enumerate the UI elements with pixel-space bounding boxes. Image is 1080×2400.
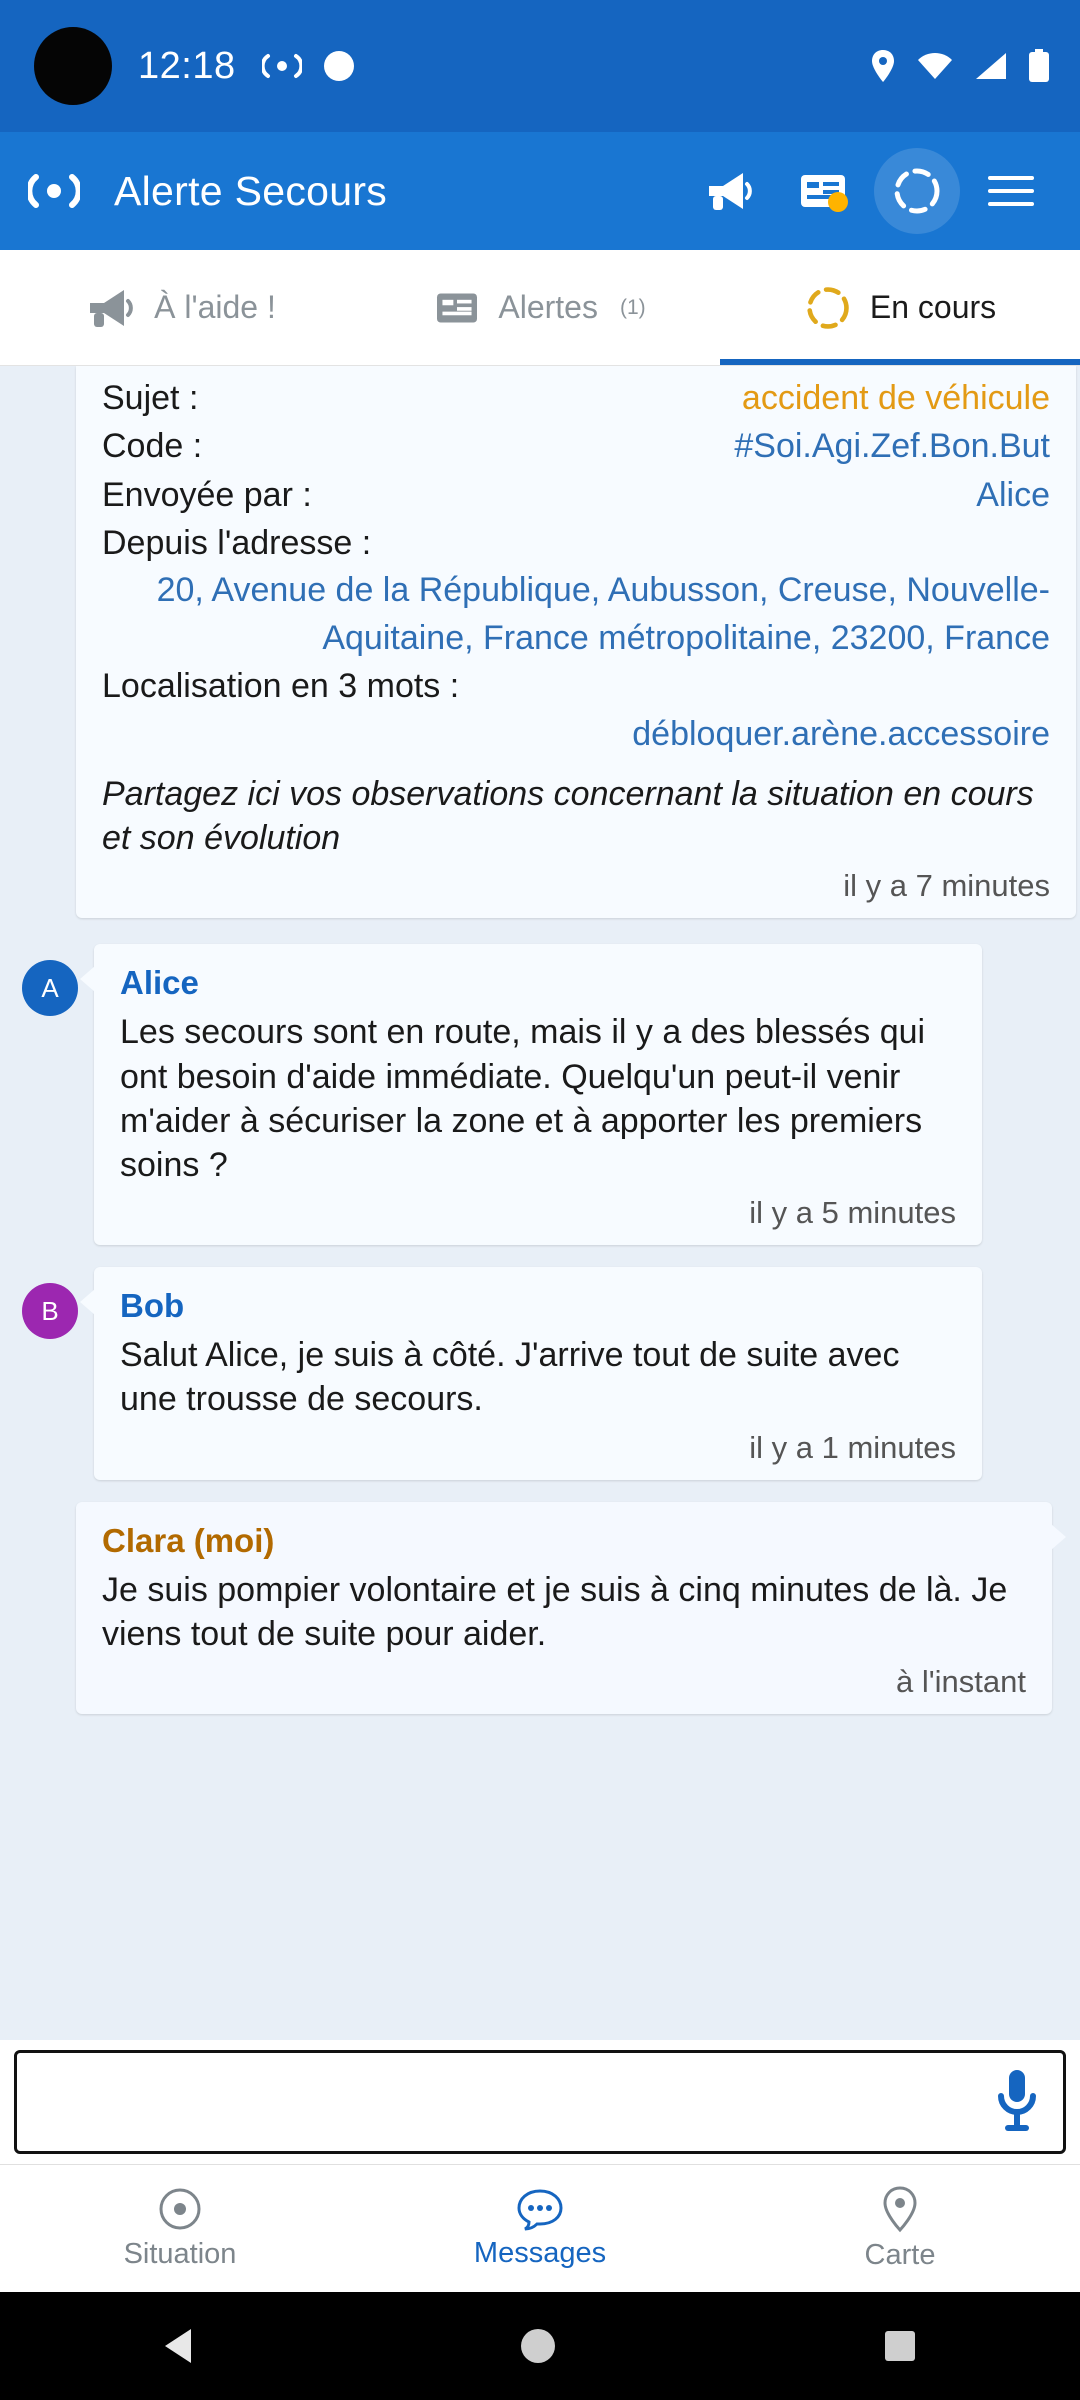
- map-pin-icon: [880, 2185, 920, 2233]
- tab-label: Alertes: [498, 289, 598, 325]
- info-sender-row: [102, 471, 1050, 519]
- message-bubble-own: [76, 1502, 1052, 1714]
- megaphone-button[interactable]: [686, 148, 772, 234]
- message-bubble: [94, 1267, 982, 1479]
- message-sender: Clara (moi): [102, 1521, 275, 1559]
- wifi-icon: [916, 51, 954, 81]
- info-time: il y a 7 minutes: [843, 868, 1050, 904]
- white-circle-icon: [324, 51, 354, 81]
- home-button[interactable]: [521, 2329, 555, 2363]
- in-progress-icon: [891, 165, 943, 217]
- info-address-value: 20, Avenue de la République, Aubusson, Creuse, Nouvelle-Aquitaine, France métropolitaine, 23200, France: [156, 571, 1050, 657]
- system-navigation-bar: [0, 2292, 1080, 2400]
- status-clock: 12:18: [138, 44, 236, 87]
- in-progress-icon: [804, 284, 852, 332]
- info-words-label-row: [102, 662, 1050, 710]
- camera-cutout: [34, 27, 112, 105]
- nav-item-situation[interactable]: [0, 2165, 360, 2292]
- list-item: [0, 1267, 1080, 1479]
- message-time: il y a 5 minutes: [749, 1195, 956, 1231]
- info-code-value: #Soi.Agi.Zef.Bon.But: [734, 427, 1050, 466]
- status-right-icons: [870, 49, 1050, 83]
- message-sender: Alice: [120, 964, 199, 1002]
- signal-dots-icon: [262, 52, 302, 80]
- message-bubble: [94, 944, 982, 1245]
- back-button[interactable]: [165, 2329, 191, 2363]
- megaphone-icon: [84, 285, 136, 331]
- info-address-label-row: [102, 519, 1050, 567]
- nav-label: Situation: [123, 2238, 237, 2270]
- info-address-label: Depuis l'adresse :: [102, 523, 372, 562]
- status-left-icons: [262, 51, 354, 81]
- alerts-button[interactable]: [780, 148, 866, 234]
- info-subject-row: [102, 374, 1050, 422]
- nav-item-messages[interactable]: [360, 2165, 720, 2292]
- info-code-label: Code :: [102, 427, 203, 466]
- alerts-badge-dot: [828, 192, 848, 212]
- message-text: Les secours sont en route, mais il y a des blessés qui ont besoin d'aide immédiate. Quelqu'un peut-il venir m'aider à sécuriser la zone et à apporter les premiers soins ?: [120, 1013, 926, 1185]
- info-words-value: débloquer.arène.accessoire: [632, 714, 1050, 753]
- cellular-icon: [974, 51, 1008, 81]
- message-text: Salut Alice, je suis à côté. J'arrive tout de suite avec une trousse de secours.: [120, 1336, 900, 1419]
- megaphone-icon: [703, 168, 755, 214]
- tab-bar: [0, 250, 1080, 366]
- tab-label: En cours: [869, 289, 997, 325]
- info-words-label: Localisation en 3 mots :: [102, 667, 460, 706]
- tab-en-cours[interactable]: [720, 250, 1080, 365]
- bottom-navigation: [0, 2164, 1080, 2292]
- app-bar: [0, 132, 1080, 250]
- list-item: [0, 1502, 1080, 1714]
- list-item: [0, 944, 1080, 1245]
- microphone-icon: [989, 2064, 1045, 2136]
- message-input[interactable]: [35, 2083, 979, 2122]
- avatar: A: [22, 960, 78, 1016]
- message-text: Je suis pompier volontaire et je suis à cinq minutes de là. Je viens tout de suite pour aider.: [102, 1570, 1008, 1653]
- tab-alertes[interactable]: [360, 250, 720, 365]
- chat-list[interactable]: [0, 366, 1080, 2040]
- battery-icon: [1028, 49, 1050, 83]
- app-logo-icon: [26, 174, 82, 208]
- avatar: B: [22, 1283, 78, 1339]
- info-subject-value: accident de véhicule: [741, 379, 1050, 417]
- menu-icon: [988, 176, 1034, 206]
- alerts-icon: [434, 288, 480, 328]
- menu-button[interactable]: [968, 148, 1054, 234]
- alert-info-card: [76, 366, 1076, 918]
- message-input-wrapper[interactable]: [14, 2050, 1066, 2154]
- info-subject-label: Sujet :: [102, 379, 199, 417]
- message-composer: [0, 2040, 1080, 2164]
- nav-label: Messages: [473, 2237, 607, 2269]
- app-bar-actions: [686, 148, 1054, 234]
- tab-count: (1): [619, 295, 646, 319]
- message-time: à l'instant: [896, 1663, 1026, 1699]
- nav-item-carte[interactable]: [720, 2165, 1080, 2292]
- in-progress-button[interactable]: [874, 148, 960, 234]
- location-icon: [870, 49, 896, 83]
- status-bar: [0, 0, 1080, 132]
- page-title: Alerte Secours: [114, 167, 388, 214]
- nav-label: Carte: [864, 2239, 936, 2271]
- message-time: il y a 1 minutes: [749, 1429, 956, 1465]
- tab-label: À l'aide !: [154, 289, 276, 325]
- info-sender-label: Envoyée par :: [102, 475, 312, 514]
- situation-icon: [157, 2186, 203, 2232]
- info-note: Partagez ici vos observations concernant la situation en cours et son évolution: [102, 775, 1034, 858]
- recents-button[interactable]: [885, 2331, 915, 2361]
- message-sender: Bob: [120, 1287, 185, 1325]
- tab-a-laide[interactable]: [0, 250, 360, 365]
- microphone-button[interactable]: [989, 2064, 1045, 2141]
- messages-icon: [516, 2187, 564, 2231]
- info-sender-value: Alice: [976, 475, 1050, 514]
- info-code-row: [102, 422, 1050, 470]
